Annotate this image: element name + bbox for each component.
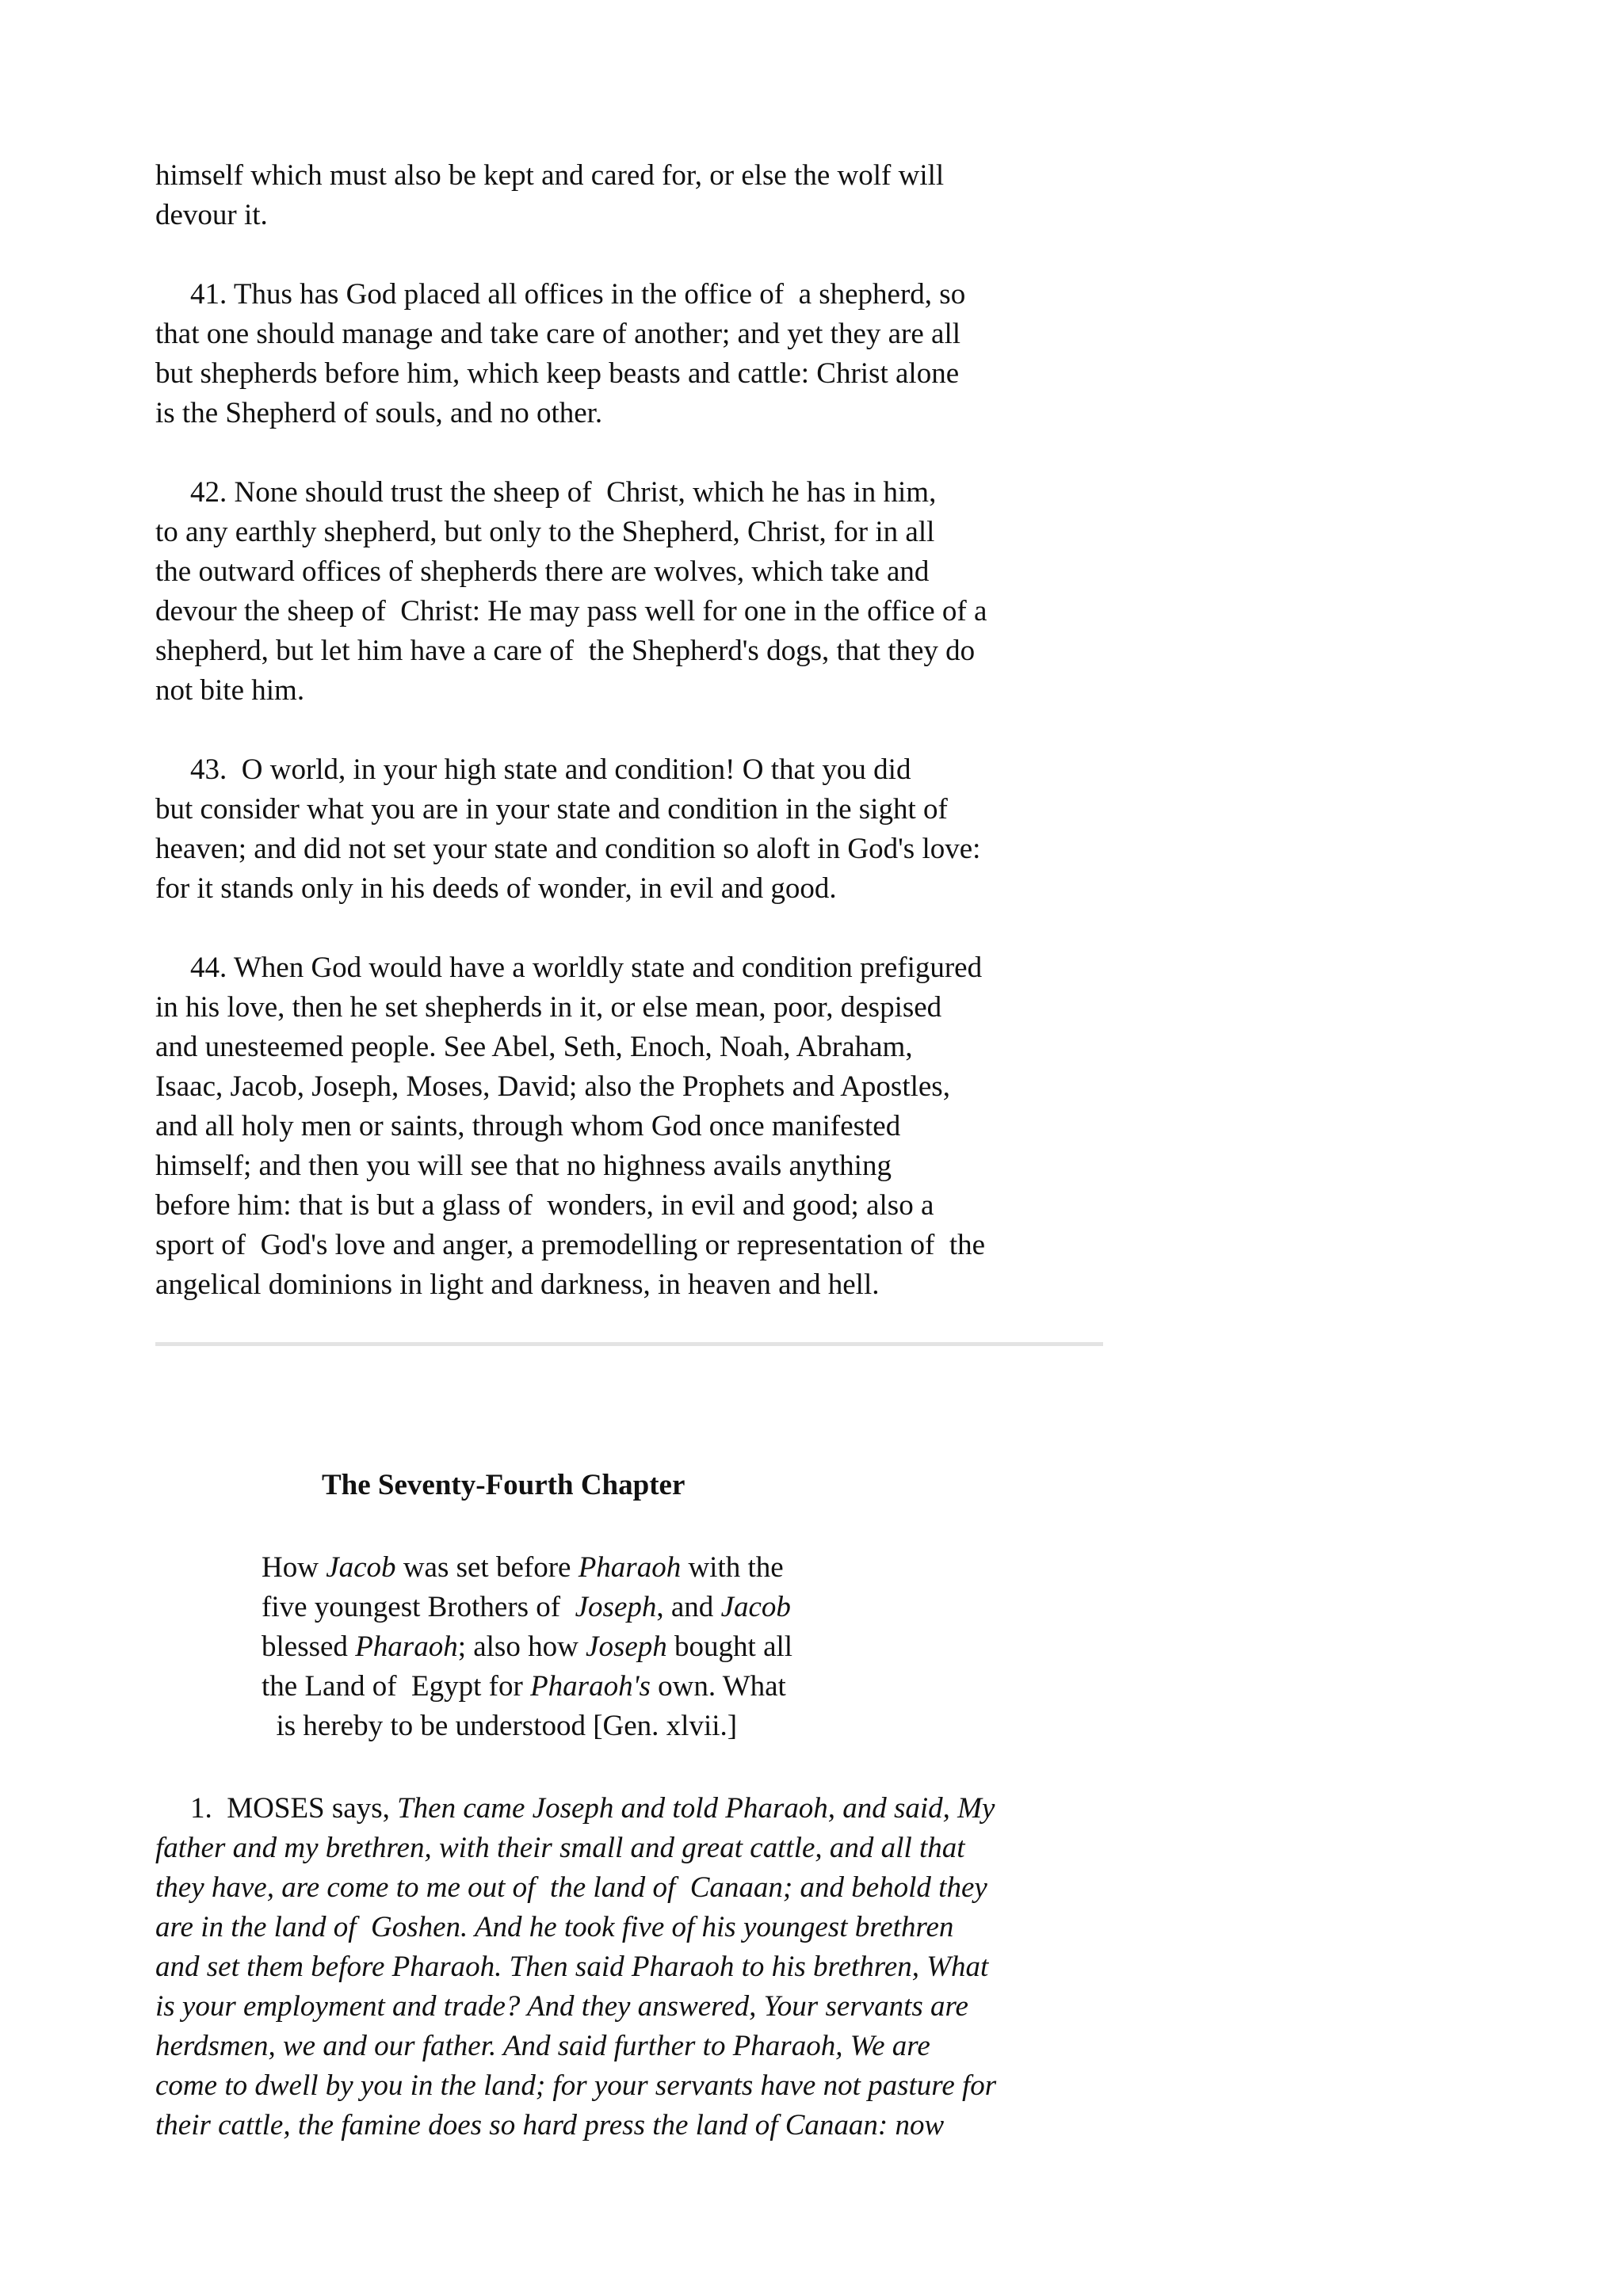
text-span: MOSES says, (212, 1792, 398, 1825)
italic-name: Jacob (326, 1551, 396, 1584)
text-line (155, 1789, 1186, 1829)
text-line: heaven; and did not set your state and condition so aloft in God's love: (155, 833, 981, 865)
text-span: None should trust the sheep of Christ, which he has in him, (234, 476, 937, 509)
text-span: ; also how (457, 1630, 586, 1663)
italic-name: Pharaoh's (530, 1670, 651, 1703)
text-line: before him: that is but a glass of wonders, in evil and good; also a (155, 1189, 934, 1222)
subtitle-line (262, 1588, 975, 1627)
text-span: When God would have a worldly state and condition prefigured (233, 952, 983, 984)
subtitle-line (262, 1627, 975, 1667)
text-line: to any earthly shepherd, but only to the Shepherd, Christ, for in all (155, 516, 935, 548)
text-span: own. What (650, 1670, 786, 1703)
paragraph-number: 43. (190, 753, 227, 786)
text-line: and all holy men or saints, through whom God once manifested (155, 1110, 901, 1142)
text-line: shepherd, but let him have a care of the Shepherd's dogs, that they do (155, 635, 976, 667)
text-span: blessed (262, 1630, 356, 1663)
text-line: but shepherds before him, which keep beasts and cattle: Christ alone (155, 357, 960, 390)
text-line (155, 750, 1186, 790)
text-line: devour it. (155, 199, 268, 231)
text-line: father and my brethren, with their small and great cattle, and all that (155, 1832, 965, 1864)
paragraph-43 (155, 750, 1186, 909)
text-span: Thus has God placed all offices in the office of a shepherd, so (233, 278, 966, 311)
paragraph-41 (155, 275, 1186, 433)
text-span: , and (656, 1591, 721, 1623)
italic-name: Joseph (575, 1591, 657, 1623)
paragraph-44 (155, 948, 1186, 1305)
text-line: devour the sheep of Christ: He may pass well for one in the office of a (155, 595, 987, 627)
paragraph-number: 41. (190, 278, 227, 311)
text-line: and unesteemed people. See Abel, Seth, Enoch, Noah, Abraham, (155, 1031, 913, 1063)
text-line: that one should manage and take care of another; and yet they are all (155, 318, 961, 350)
text-line: not bite him. (155, 674, 305, 707)
italic-name: Pharaoh (355, 1630, 458, 1663)
italic-name: Jacob (720, 1591, 791, 1623)
text-line: and set them before Pharaoh. Then said Pharaoh to his brethren, What (155, 1951, 989, 1983)
text-line: herdsmen, we and our father. And said further to Pharaoh, We are (155, 2030, 930, 2062)
text-line: but consider what you are in your state and condition in the sight of (155, 793, 948, 826)
text-line (155, 275, 1186, 315)
text-span: How (262, 1551, 327, 1584)
text-line (155, 948, 1186, 988)
subtitle-line (262, 1667, 975, 1707)
text-line: himself which must also be kept and cared for, or else the wolf will (155, 159, 945, 192)
text-span: the Land of Egypt for (262, 1670, 531, 1703)
text-span: is hereby to be understood [Gen. xlvii.] (262, 1710, 738, 1742)
quoted-scripture: Then came Joseph and told Pharaoh, and said, My (397, 1792, 995, 1825)
text-span: O world, in your high state and condition! O that you did (234, 753, 911, 786)
italic-name: Joseph (586, 1630, 667, 1663)
chapter-title: The Seventy-Fourth Chapter (322, 1469, 685, 1501)
paragraph-42 (155, 473, 1186, 711)
text-line: in his love, then he set shepherds in it, or else mean, poor, despised (155, 991, 942, 1024)
paragraph-number: 42. (190, 476, 227, 509)
text-line: the outward offices of shepherds there are wolves, which take and (155, 555, 930, 588)
text-span: five youngest Brothers of (262, 1591, 575, 1623)
text-line: angelical dominions in light and darkness, in heaven and hell. (155, 1268, 880, 1301)
paragraph-number: 44. (190, 952, 227, 984)
section-divider (155, 1342, 1103, 1346)
text-line: are in the land of Goshen. And he took five of his youngest brethren (155, 1911, 954, 1943)
text-line: Isaac, Jacob, Joseph, Moses, David; also the Prophets and Apostles, (155, 1070, 950, 1103)
text-line: come to dwell by you in the land; for your servants have not pasture for (155, 2069, 997, 2102)
text-span: was set before (395, 1551, 579, 1584)
text-line: sport of God's love and anger, a premodelling or representation of the (155, 1229, 986, 1261)
text-line: they have, are come to me out of the land of Canaan; and behold they (155, 1871, 987, 1904)
text-span: with the (681, 1551, 784, 1584)
text-line: their cattle, the famine does so hard press the land of Canaan: now (155, 2109, 945, 2142)
text-line (155, 473, 1186, 513)
italic-name: Pharaoh (578, 1551, 682, 1584)
verse-1 (155, 1789, 1186, 2145)
text-line: for it stands only in his deeds of wonder, in evil and good. (155, 872, 837, 905)
subtitle-line (262, 1548, 975, 1588)
text-span: bought all (666, 1630, 793, 1663)
text-line: is the Shepherd of souls, and no other. (155, 397, 603, 429)
text-line: is your employment and trade? And they answered, Your servants are (155, 1990, 968, 2023)
chapter-subtitle (262, 1548, 975, 1746)
subtitle-line (262, 1707, 975, 1746)
paragraph-number: 1. (190, 1792, 212, 1825)
text-line: himself; and then you will see that no highness avails anything (155, 1150, 892, 1182)
continuation-paragraph (155, 156, 1186, 235)
